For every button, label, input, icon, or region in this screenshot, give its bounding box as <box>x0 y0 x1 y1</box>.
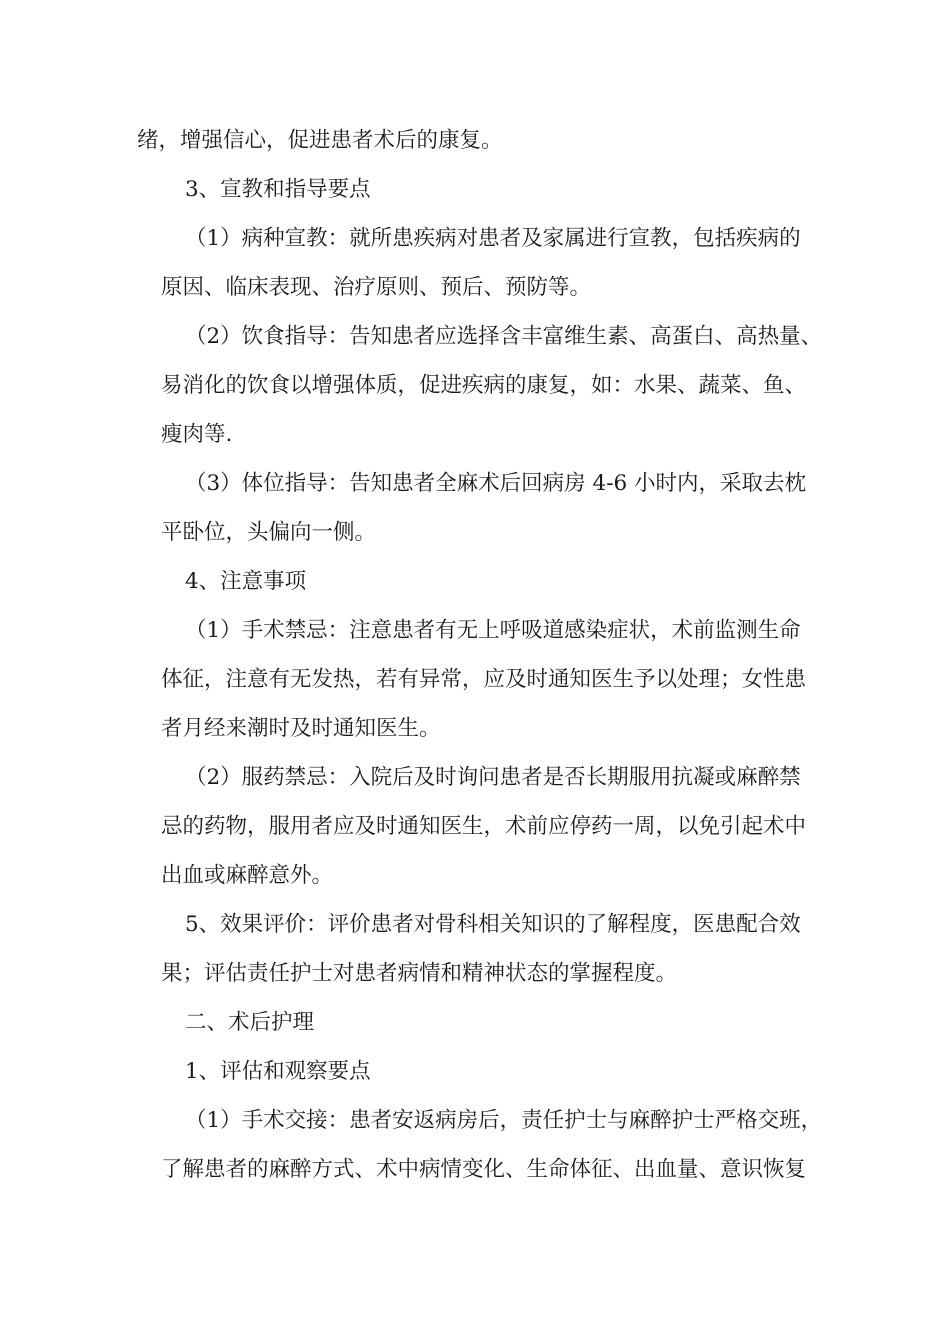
text-line: 绪，增强信心，促进患者术后的康复。 <box>137 128 503 153</box>
text-line: 原因、临床表现、治疗原则、预后、预防等。 <box>161 275 592 300</box>
text-line: 了解患者的麻醉方式、术中病情变化、生命体征、出血量、意识恢复 <box>161 1157 807 1182</box>
text-line: 瘦肉等. <box>161 422 233 447</box>
text-line: （1）手术禁忌：注意患者有无上呼吸道感染症状，术前监测生命 <box>185 618 801 643</box>
paragraph <box>137 165 822 214</box>
paragraph <box>137 900 822 998</box>
text-line: 出血或麻醉意外。 <box>161 863 334 888</box>
text-line: 4、注意事项 <box>185 569 307 594</box>
text-line: 5、效果评价：评价患者对骨科相关知识的了解程度，医患配合效 <box>185 912 801 937</box>
paragraph <box>137 557 822 606</box>
paragraph <box>137 312 822 459</box>
paragraph <box>137 753 822 900</box>
paragraph <box>137 459 822 557</box>
text-line: 易消化的饮食以增强体质，促进疾病的康复，如：水果、蔬菜、鱼、 <box>161 373 807 398</box>
text-line: 忌的药物，服用者应及时通知医生，术前应停药一周，以免引起术中 <box>161 814 807 839</box>
text-line: （2）服药禁忌：入院后及时询问患者是否长期服用抗凝或麻醉禁 <box>185 765 801 790</box>
document-body <box>137 116 822 1194</box>
paragraph <box>137 214 822 312</box>
text-line: 体征，注意有无发热，若有异常，应及时通知医生予以处理；女性患 <box>161 667 807 692</box>
text-line: （1）手术交接：患者安返病房后，责任护士与麻醉护士严格交班， <box>185 1108 823 1133</box>
text-line: 二、术后护理 <box>185 1010 315 1035</box>
text-line: （1）病种宣教：就所患疾病对患者及家属进行宣教，包括疾病的 <box>185 226 801 251</box>
text-line: （2）饮食指导：告知患者应选择含丰富维生素、高蛋白、高热量、 <box>185 324 823 349</box>
paragraph <box>137 606 822 753</box>
paragraph <box>137 1096 822 1194</box>
text-line: 3、宣教和指导要点 <box>185 177 371 202</box>
text-line: 果；评估责任护士对患者病情和精神状态的掌握程度。 <box>161 961 678 986</box>
paragraph <box>137 116 822 165</box>
text-line: 者月经来潮时及时通知医生。 <box>161 716 441 741</box>
paragraph <box>137 998 822 1047</box>
text-line: 1、评估和观察要点 <box>185 1059 371 1084</box>
text-line: （3）体位指导：告知患者全麻术后回病房 4-6 小时内，采取去枕 <box>185 471 806 496</box>
text-line: 平卧位，头偏向一侧。 <box>161 520 377 545</box>
paragraph <box>137 1047 822 1096</box>
